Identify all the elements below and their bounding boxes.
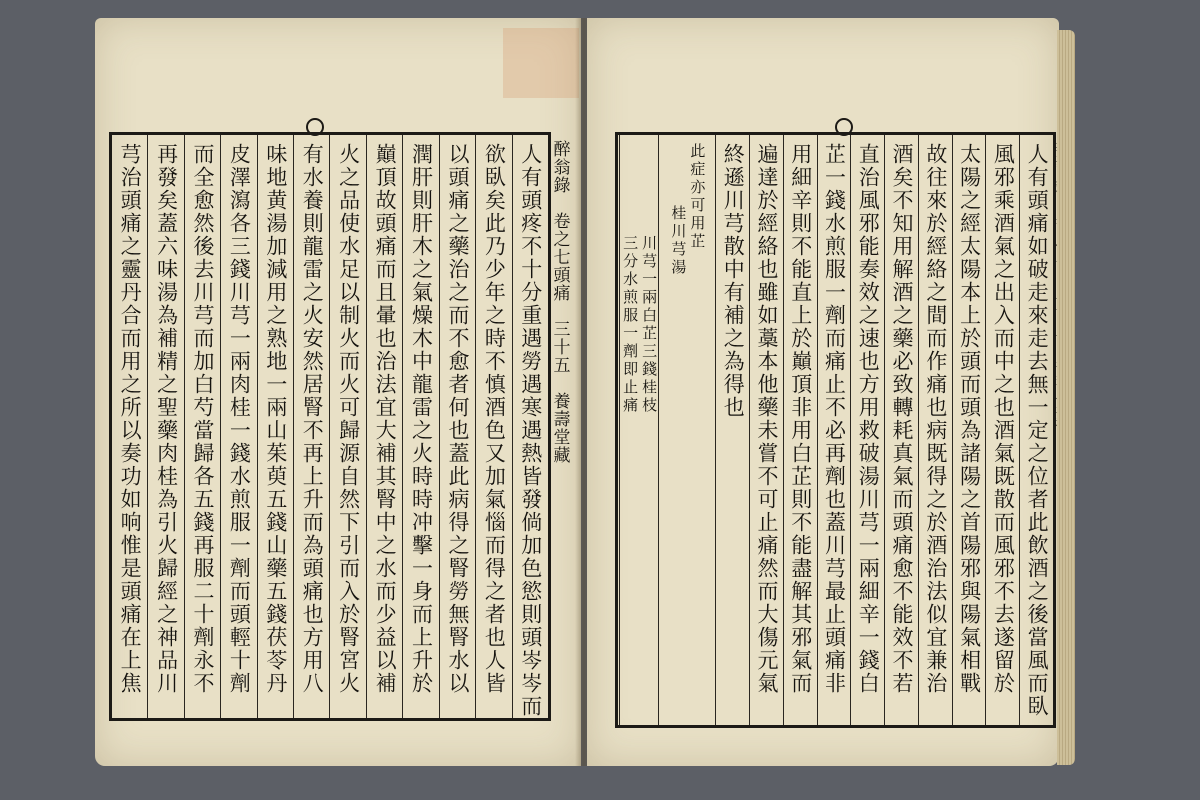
column-text: 有水養則龍雷之火安然居腎不再上升而為頭痛也方用八	[300, 143, 325, 695]
text-column	[147, 135, 183, 718]
open-book	[95, 18, 1080, 778]
column-text: 人有頭疼不十分重遇勞遇寒遇熱皆發倘加色慾則頭岑岑而	[518, 143, 543, 718]
text-column	[329, 135, 365, 718]
annotation-column	[619, 135, 659, 725]
left-page-margin-label	[545, 128, 573, 728]
annotation-text: 此症亦可用芷	[688, 143, 707, 251]
text-column	[817, 135, 851, 725]
column-text: 而全愈然後去川芎而加白芍當歸各五錢再服二十劑永不	[190, 143, 215, 695]
text-column	[439, 135, 475, 718]
annotation-text: 川芎一兩白芷三錢桂枝	[640, 235, 659, 415]
column-text: 芷一錢水煎服一劑而痛止不必再劑也蓋川芎最止頭痛非	[822, 143, 847, 695]
column-text: 終遜川芎散中有補之為得也	[721, 143, 746, 419]
right-text-frame	[615, 132, 1056, 728]
text-column	[512, 135, 548, 718]
column-text: 酒矣不知用解酒之藥必致轉耗真氣而頭痛愈不能效不若	[890, 143, 915, 695]
text-column	[112, 135, 147, 718]
annotation-column	[658, 135, 715, 725]
text-column	[184, 135, 220, 718]
column-text: 以頭痛之藥治之而不愈者何也蓋此病得之腎勞無腎水以	[445, 143, 470, 695]
text-column	[952, 135, 986, 725]
column-text: 欲臥矣此乃少年之時不慎酒色又加氣惱而得之者也人皆	[482, 143, 507, 695]
column-text: 芎治頭痛之靈丹合而用之所以奏功如响惟是頭痛在上焦	[118, 143, 143, 695]
right-page	[587, 18, 1059, 766]
text-column	[884, 135, 918, 725]
text-column	[475, 135, 511, 718]
text-column	[1019, 135, 1053, 725]
left-text-frame	[109, 132, 551, 721]
text-column	[618, 135, 619, 725]
margin-text: 醉翁錄 卷之七頭痛 三十五 養壽堂藏	[549, 140, 570, 464]
text-column	[402, 135, 438, 718]
column-text: 巔頂故頭痛而且暈也治法宜大補其腎中之水而少益以補	[373, 143, 398, 695]
annotation-text: 桂川芎湯	[669, 205, 688, 277]
column-text: 直治風邪能奏效之速也方用救破湯川芎一兩細辛一錢白	[856, 143, 881, 695]
column-text: 味地黄湯加減用之熟地一兩山茱萸五錢山藥五錢茯苓丹	[263, 143, 288, 695]
text-column	[918, 135, 952, 725]
column-text: 風邪乘酒氣之出入而中之也酒氣既散而風邪不去遂留於	[991, 143, 1016, 695]
column-text: 潤肝則肝木之氣燥木中龍雷之火時時冲擊一身而上升於	[409, 143, 434, 695]
red-seal-stamp	[503, 28, 579, 98]
column-text: 皮澤瀉各三錢川芎一兩肉桂一錢水煎服一劑而頭輕十劑	[227, 143, 252, 695]
text-column	[749, 135, 783, 725]
text-column	[715, 135, 749, 725]
column-text: 再發矣蓋六味湯為補精之聖藥肉桂為引火歸經之神品川	[154, 143, 179, 695]
left-page	[95, 18, 581, 766]
column-text: 遍達於經絡也雖如藁本他藥未嘗不可止痛然而大傷元氣	[754, 143, 779, 695]
text-column	[257, 135, 293, 718]
column-text: 火之品使水足以制火而火可歸源自然下引而入於腎宮火	[336, 143, 361, 695]
page-edges	[1057, 30, 1075, 765]
text-column	[850, 135, 884, 725]
column-text: 用細辛則不能直上於巔頂非用白芷則不能盡解其邪氣而	[788, 143, 813, 695]
column-text: 太陽之經太陽本上於頭而頭為諸陽之首陽邪與陽氣相戰	[957, 143, 982, 695]
text-column	[220, 135, 256, 718]
text-column	[293, 135, 329, 718]
annotation-text: 三分水煎服一劑即止痛	[621, 235, 640, 415]
column-text: 人有頭痛如破走來走去無一定之位者此飲酒之後當風而臥	[1025, 143, 1050, 718]
column-text: 故往來於經絡之間而作痛也病既得之於酒治法似宜兼治	[923, 143, 948, 695]
text-column	[985, 135, 1019, 725]
text-column	[366, 135, 402, 718]
text-column	[783, 135, 817, 725]
